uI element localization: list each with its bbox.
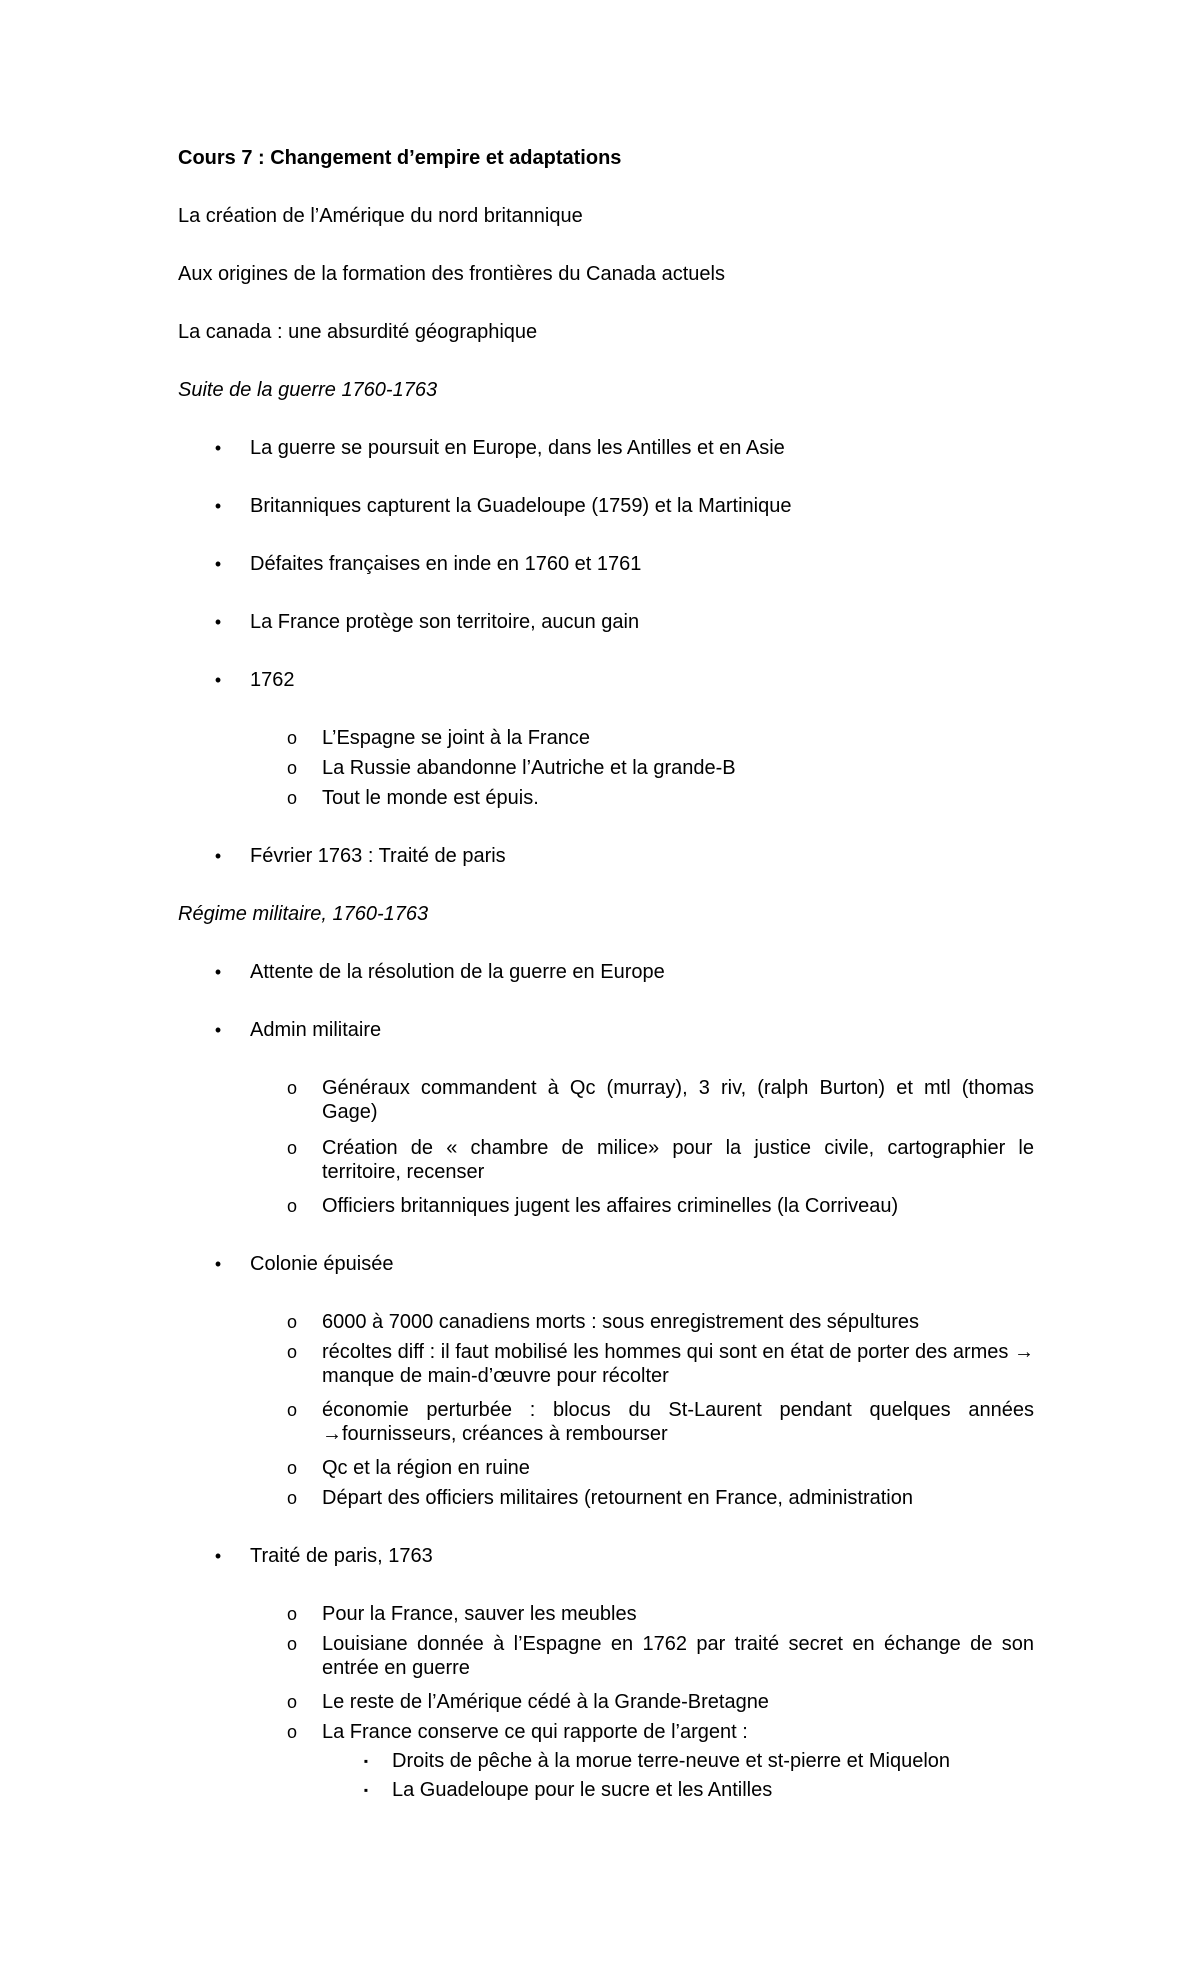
sub-list-item: Tout le monde est épuis. <box>322 787 539 809</box>
bullet-marker: • <box>214 1020 222 1040</box>
sub-list-item: L’Espagne se joint à la France <box>322 727 590 749</box>
sub-list-item: Création de « chambre de milice» pour la justice civile, cartographier le territoire, recenser <box>322 1137 1034 1183</box>
sub-list-item: Le reste de l’Amérique cédé à la Grande-Bretagne <box>322 1691 769 1713</box>
sub-list-item: Départ des officiers militaires (retournent en France, administration <box>322 1487 913 1509</box>
bullet-marker: • <box>214 962 222 982</box>
intro-line-2: Aux origines de la formation des frontières du Canada actuels <box>178 263 725 285</box>
sub-sub-list-item: Droits de pêche à la morue terre-neuve et st-pierre et Miquelon <box>392 1750 951 1772</box>
bullet-marker: • <box>214 554 222 574</box>
circle-marker: o <box>286 1488 297 1508</box>
circle-marker: o <box>286 1138 297 1158</box>
sub-list-item: La France conserve ce qui rapporte de l’argent : <box>322 1721 748 1743</box>
intro-line-3: La canada : une absurdité géographique <box>178 321 538 343</box>
bullet-marker: • <box>214 438 222 458</box>
circle-marker: o <box>286 1078 297 1098</box>
circle-marker: o <box>286 1692 297 1712</box>
list-item: Février 1763 : Traité de paris <box>250 845 506 867</box>
sub-list-item: Officiers britanniques jugent les affaires criminelles (la Corriveau) <box>322 1195 899 1217</box>
list-item: 1762 <box>250 669 295 691</box>
bullet-marker: • <box>214 612 222 632</box>
circle-marker: o <box>286 1722 297 1742</box>
list-item: La France protège son territoire, aucun gain <box>250 611 640 633</box>
circle-marker: o <box>286 788 297 808</box>
bullet-marker: • <box>214 1546 222 1566</box>
circle-marker: o <box>286 1604 297 1624</box>
square-marker: ▪ <box>363 1783 369 1797</box>
square-marker: ▪ <box>363 1754 369 1768</box>
sub-list-item: Louisiane donnée à l’Espagne en 1762 par traité secret en échange de son entrée en guerre <box>322 1633 1034 1679</box>
sub-list-item: économie perturbée : blocus du St-Laurent pendant quelques années →fournisseurs, créances à rembourser <box>322 1399 1034 1445</box>
circle-marker: o <box>286 728 297 748</box>
circle-marker: o <box>286 1342 297 1362</box>
circle-marker: o <box>286 1458 297 1478</box>
list-item: Traité de paris, 1763 <box>250 1545 433 1567</box>
list-item: Défaites françaises en inde en 1760 et 1761 <box>250 553 642 575</box>
list-item: La guerre se poursuit en Europe, dans les Antilles et en Asie <box>250 437 785 459</box>
sub-list-item: La Russie abandonne l’Autriche et la grande-B <box>322 757 736 779</box>
section-heading-regime: Régime militaire, 1760-1763 <box>178 903 429 925</box>
list-item: Attente de la résolution de la guerre en Europe <box>250 961 665 983</box>
circle-marker: o <box>286 1312 297 1332</box>
list-item: Britanniques capturent la Guadeloupe (1759) et la Martinique <box>250 495 792 517</box>
circle-marker: o <box>286 1196 297 1216</box>
bullet-marker: • <box>214 846 222 866</box>
bullet-marker: • <box>214 496 222 516</box>
bullet-marker: • <box>214 1254 222 1274</box>
sub-list-item: 6000 à 7000 canadiens morts : sous enregistrement des sépultures <box>322 1311 920 1333</box>
sub-list-item: Qc et la région en ruine <box>322 1457 530 1479</box>
intro-line-1: La création de l’Amérique du nord britannique <box>178 205 583 227</box>
sub-list-item: récoltes diff : il faut mobilisé les hommes qui sont en état de porter des armes → manque de main-d’œuvre pour récolter <box>322 1341 1034 1387</box>
sub-list-item: Généraux commandent à Qc (murray), 3 riv, (ralph Burton) et mtl (thomas Gage) <box>322 1077 1034 1123</box>
list-item: Admin militaire <box>250 1019 382 1041</box>
list-item: Colonie épuisée <box>250 1253 394 1275</box>
section-heading-guerre: Suite de la guerre 1760-1763 <box>178 379 438 401</box>
circle-marker: o <box>286 758 297 778</box>
page-title: Cours 7 : Changement d’empire et adaptations <box>178 147 622 169</box>
bullet-marker: • <box>214 670 222 690</box>
sub-sub-list-item: La Guadeloupe pour le sucre et les Antilles <box>392 1779 773 1801</box>
circle-marker: o <box>286 1634 297 1654</box>
circle-marker: o <box>286 1400 297 1420</box>
sub-list-item: Pour la France, sauver les meubles <box>322 1603 637 1625</box>
